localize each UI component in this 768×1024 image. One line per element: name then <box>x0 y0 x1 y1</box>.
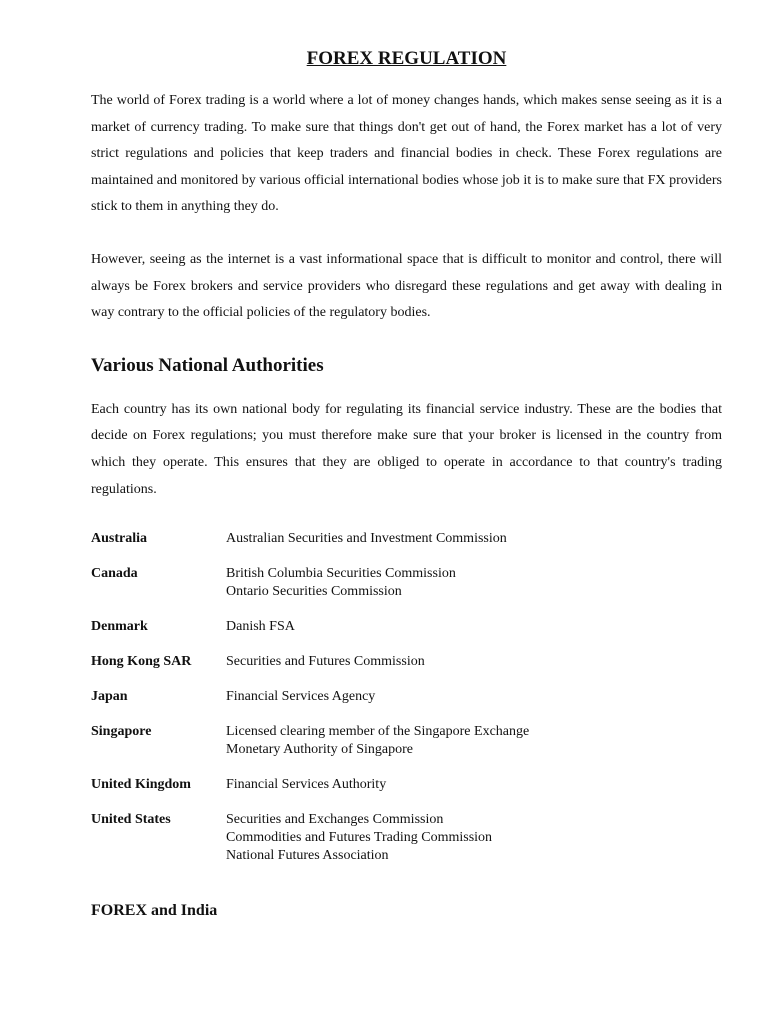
authority-bodies <box>226 618 722 636</box>
authority-row-denmark <box>91 618 722 636</box>
authority-body: Australian Securities and Investment Commission <box>226 531 507 547</box>
authority-bodies <box>226 565 722 601</box>
authority-bodies <box>226 776 722 794</box>
subheading-forex-india: FOREX and India <box>91 902 218 920</box>
authorities-list <box>91 530 722 865</box>
authority-bodies <box>226 811 722 865</box>
authority-country: Singapore <box>91 724 152 740</box>
authority-body: Monetary Authority of Singapore <box>226 742 414 758</box>
authority-row-japan <box>91 688 722 706</box>
page-title: FOREX REGULATION <box>306 48 507 69</box>
authority-row-united-states <box>91 811 722 865</box>
authority-bodies <box>226 723 722 759</box>
authority-body: Financial Services Agency <box>226 689 376 705</box>
authority-country: United Kingdom <box>91 777 191 793</box>
section-heading: Various National Authorities <box>91 354 324 376</box>
authority-row-singapore <box>91 723 722 759</box>
authority-bodies <box>226 530 722 548</box>
intro-paragraph-1: The world of Forex trading is a world where a lot of money changes hands, which makes sense seeing as it is a market of currency trading. To make sure that things don't get out of hand, the Forex market has a lot of very strict regulations and policies that keep traders and financial bodies in check. These Forex regulations are maintained and monitored by various official international bodies whose job it is to make sure that FX providers stick to them in anything they do. <box>91 93 722 215</box>
section-paragraph: Each country has its own national body for regulating its financial service industry. These are the bodies that decide on Forex regulations; you must therefore make sure that your broker is licensed in the country from which they operate. This ensures that they are obliged to operate in accordance to that country's trading regulations. <box>91 401 722 497</box>
authority-body: National Futures Association <box>226 848 389 864</box>
authority-country: Australia <box>91 531 147 547</box>
authority-country: Hong Kong SAR <box>91 654 192 670</box>
authority-country: Japan <box>91 689 128 705</box>
authority-body: Commodities and Futures Trading Commission <box>226 830 493 846</box>
authority-body: British Columbia Securities Commission <box>226 566 456 582</box>
authority-row-united-kingdom <box>91 776 722 794</box>
intro-paragraph-2: However, seeing as the internet is a vast informational space that is difficult to monitor and control, there will always be Forex brokers and service providers who disregard these regulations and get away with dealing in way contrary to the official policies of the regulatory bodies. <box>91 251 722 321</box>
authority-country: Denmark <box>91 619 148 635</box>
authority-row-hong-kong <box>91 653 722 671</box>
authority-body: Securities and Futures Commission <box>226 654 425 670</box>
authority-bodies <box>226 688 722 706</box>
authority-row-australia <box>91 530 722 548</box>
authority-row-canada <box>91 565 722 601</box>
authority-body: Licensed clearing member of the Singapore Exchange <box>226 724 530 740</box>
authority-country: United States <box>91 812 171 828</box>
authority-body: Securities and Exchanges Commission <box>226 812 444 828</box>
authority-body: Ontario Securities Commission <box>226 584 402 600</box>
authority-body: Financial Services Authority <box>226 777 387 793</box>
authority-country: Canada <box>91 566 138 582</box>
authority-bodies <box>226 653 722 671</box>
authority-body: Danish FSA <box>226 619 295 635</box>
